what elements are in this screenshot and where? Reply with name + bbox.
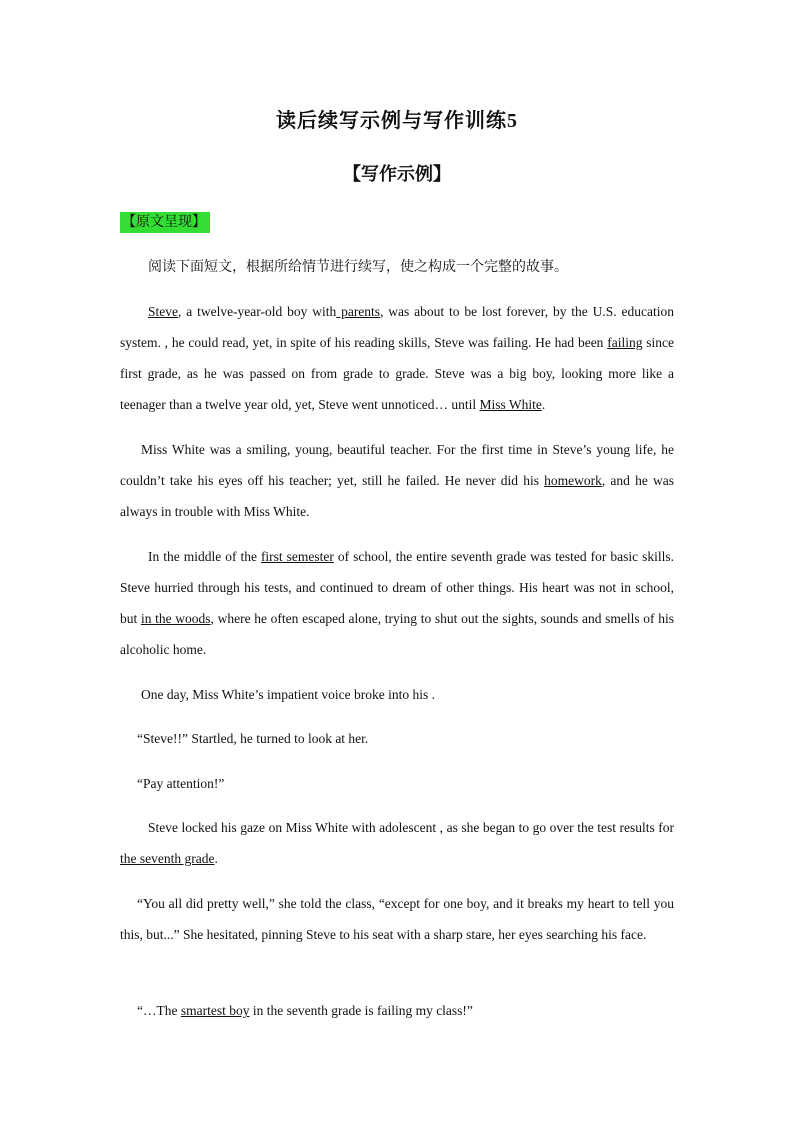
paragraph-text: . <box>541 397 546 412</box>
paragraph-text: , and he was always in trouble with Miss White. <box>120 473 674 519</box>
paragraph-text: of school, the entire seventh grade was tested for basic skills. Steve hurried through his tests, and continued to dream of other things. His heart was not in school, but <box>120 549 674 626</box>
paragraph-text: , where he often escaped alone, trying to shut out the sights, sounds and smells of his alcoholic home. <box>120 611 674 657</box>
original-text-label: 【原文呈现】 <box>120 212 210 233</box>
paragraph-text: “…The <box>137 1003 181 1018</box>
underlined-word: Steve <box>148 304 178 319</box>
underlined-word: failing <box>607 335 643 350</box>
paragraph-1 <box>120 296 674 420</box>
paragraph-text: , was about to be lost forever, by the U.S. education system. , he could read, yet, in spite of his reading skills, Steve was failing. He had been <box>120 304 674 350</box>
paragraph-2 <box>120 434 674 527</box>
underlined-word: first semester <box>260 549 334 564</box>
underlined-word: the seventh grade <box>120 851 215 866</box>
paragraph-text: Miss White was a smiling, young, beautiful teacher. For the first time in Steve’s young life, he couldn’t take his eyes off his teacher; yet, still he failed. He never did his <box>120 442 674 488</box>
underlined-word: smartest boy <box>180 1003 250 1018</box>
paragraph-text: In the middle of the <box>148 549 261 564</box>
paragraph-text: in the seventh grade is failing my class!” <box>249 1003 473 1018</box>
underlined-word: Miss White <box>479 397 542 412</box>
paragraph-text: . <box>214 851 218 866</box>
underlined-word: in the woods <box>140 611 211 626</box>
paragraph-3 <box>120 541 674 665</box>
task-instruction: 阅读下面短文，根据所给情节进行续写，使之构成一个完整的故事。 <box>148 260 568 275</box>
page-title: 读后续写示例与写作训练5 <box>276 110 518 132</box>
paragraph-6: “Pay attention!” <box>137 776 225 791</box>
underlined-word: parents <box>336 304 381 319</box>
paragraph-5: “Steve!!” Startled, he turned to look at her. <box>137 731 369 746</box>
paragraph-text: since first grade, as he was passed on from grade to grade. Steve was a big boy, looking more like a teenager than a twelve year old, yet, Steve went unnoticed… until <box>120 335 674 412</box>
paragraph-9 <box>120 995 674 1026</box>
paragraph-7 <box>120 812 674 874</box>
paragraph-text: Steve locked his gaze on Miss White with adolescent , as she began to go over the test results for <box>148 820 674 835</box>
section-heading: 【写作示例】 <box>343 164 451 184</box>
paragraph-text: , a twelve-year-old boy with <box>178 304 337 319</box>
underlined-word: homework <box>544 473 602 488</box>
paragraph-4: One day, Miss White’s impatient voice broke into his . <box>141 687 435 702</box>
paragraph-8: “You all did pretty well,” she told the class, “except for one boy, and it breaks my heart to tell you this, but...” She hesitated, pinning Steve to his seat with a sharp stare, her eyes searching his face. <box>120 896 674 942</box>
